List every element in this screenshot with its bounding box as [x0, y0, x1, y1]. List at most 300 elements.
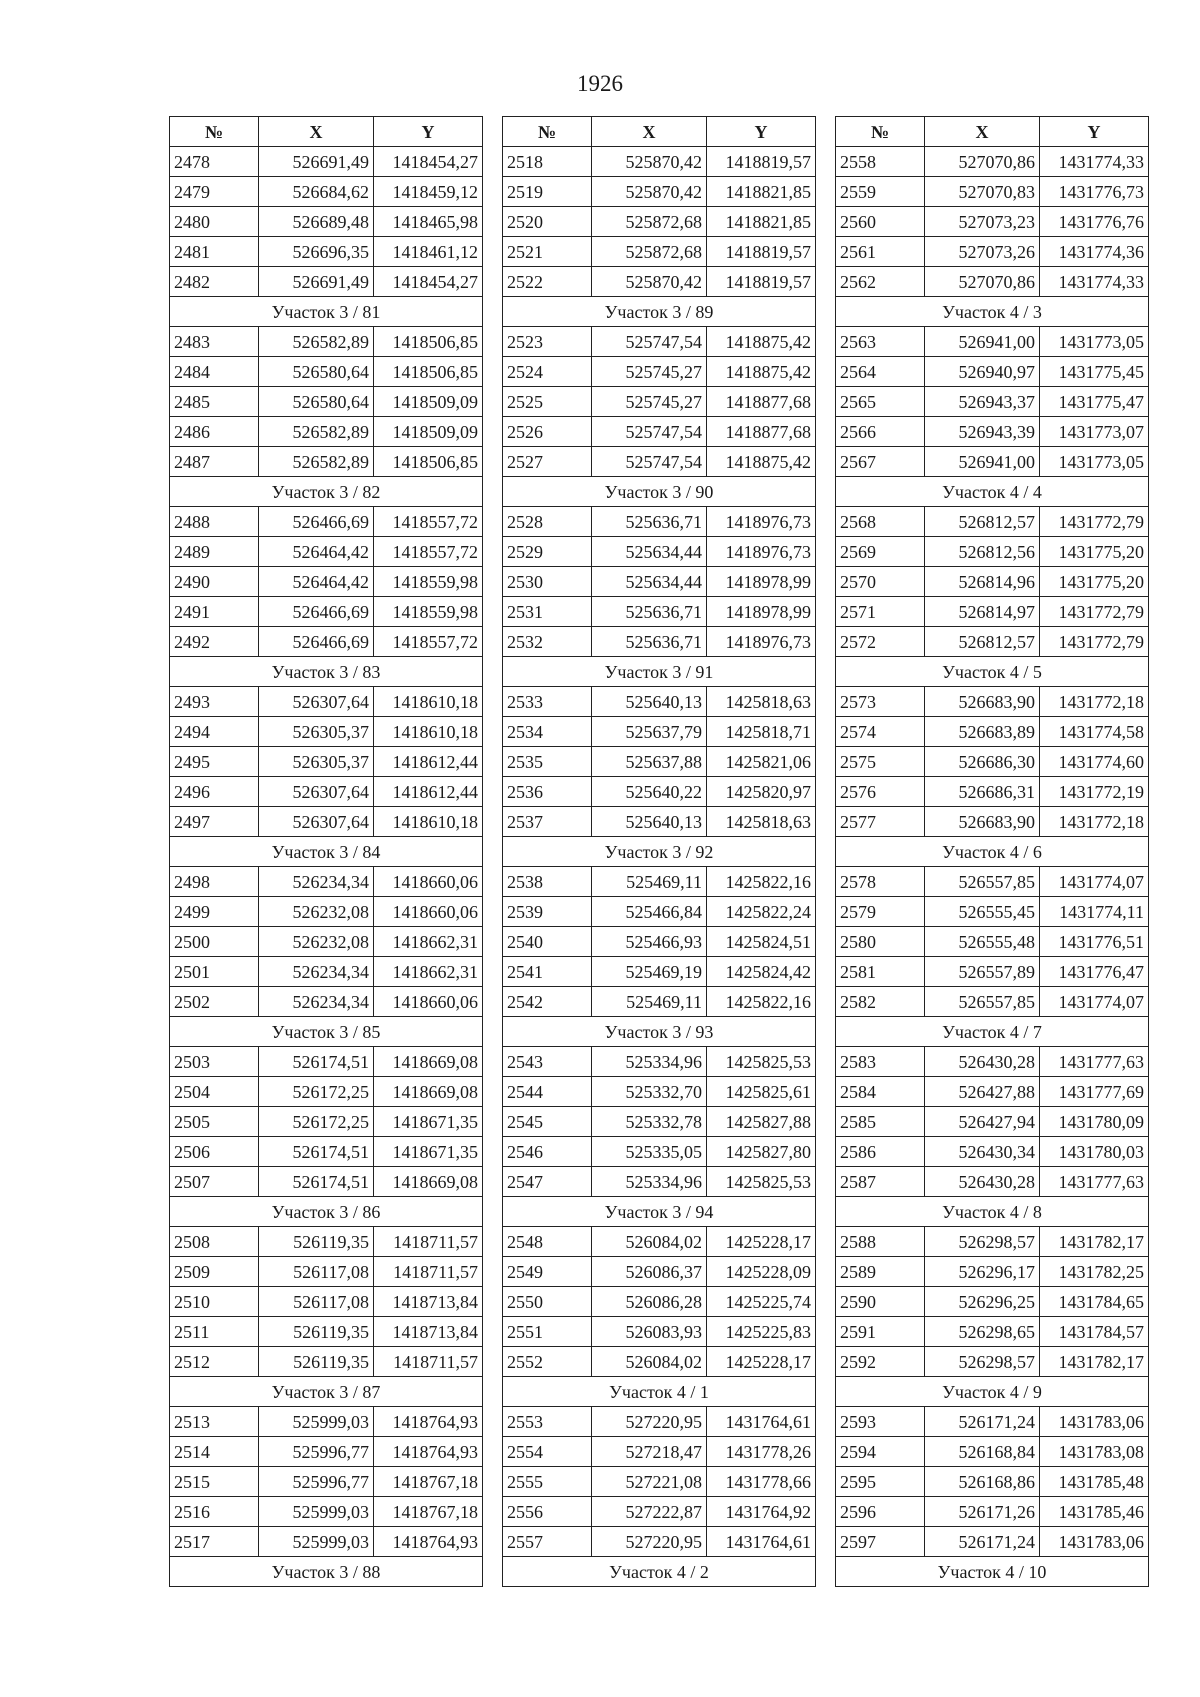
table-row: [170, 927, 483, 957]
table-row: [836, 417, 1149, 447]
x-coordinate-cell: 525637,88: [592, 747, 707, 777]
y-coordinate-cell: 1418976,73: [707, 627, 816, 657]
x-coordinate-cell: 526580,64: [259, 387, 374, 417]
table-row: [503, 687, 816, 717]
table-row: [503, 537, 816, 567]
y-coordinate-cell: 1431774,36: [1040, 237, 1149, 267]
table-row: [503, 267, 816, 297]
table-row: [503, 447, 816, 477]
x-coordinate-cell: 526171,24: [925, 1407, 1040, 1437]
point-number-cell: 2532: [503, 627, 592, 657]
x-coordinate-cell: 526684,62: [259, 177, 374, 207]
table-row: [170, 237, 483, 267]
point-number-cell: 2527: [503, 447, 592, 477]
point-number-cell: 2531: [503, 597, 592, 627]
point-number-cell: 2564: [836, 357, 925, 387]
point-number-cell: 2512: [170, 1347, 259, 1377]
y-coordinate-cell: 1418557,72: [374, 507, 483, 537]
point-number-cell: 2597: [836, 1527, 925, 1557]
point-number-cell: 2555: [503, 1467, 592, 1497]
point-number-cell: 2582: [836, 987, 925, 1017]
y-coordinate-cell: 1425824,51: [707, 927, 816, 957]
point-number-cell: 2483: [170, 327, 259, 357]
table-row: [836, 357, 1149, 387]
y-coordinate-cell: 1418669,08: [374, 1167, 483, 1197]
section-label: Участок 3 / 90: [503, 477, 816, 507]
table-row: [836, 1317, 1149, 1347]
point-number-cell: 2514: [170, 1437, 259, 1467]
x-coordinate-cell: 526812,57: [925, 507, 1040, 537]
section-label: Участок 3 / 84: [170, 837, 483, 867]
x-coordinate-cell: 526171,24: [925, 1527, 1040, 1557]
section-label: Участок 3 / 86: [170, 1197, 483, 1227]
point-number-cell: 2481: [170, 237, 259, 267]
y-coordinate-cell: 1425822,16: [707, 987, 816, 1017]
x-coordinate-cell: 526234,34: [259, 867, 374, 897]
point-number-cell: 2579: [836, 897, 925, 927]
y-coordinate-cell: 1431772,18: [1040, 807, 1149, 837]
y-coordinate-cell: 1418711,57: [374, 1227, 483, 1257]
point-number-cell: 2479: [170, 177, 259, 207]
table-row: [836, 777, 1149, 807]
table-row: [503, 207, 816, 237]
table-header-row: [170, 117, 483, 147]
table-row: [170, 207, 483, 237]
point-number-cell: 2561: [836, 237, 925, 267]
table-row: [836, 1167, 1149, 1197]
header-number: №: [836, 117, 925, 147]
y-coordinate-cell: 1431773,05: [1040, 327, 1149, 357]
table-row: [170, 417, 483, 447]
section-row: [170, 1557, 483, 1587]
table-row: [170, 717, 483, 747]
table-row: [170, 957, 483, 987]
point-number-cell: 2556: [503, 1497, 592, 1527]
table-row: [836, 237, 1149, 267]
x-coordinate-cell: 526307,64: [259, 777, 374, 807]
point-number-cell: 2519: [503, 177, 592, 207]
table-row: [836, 897, 1149, 927]
x-coordinate-cell: 526683,90: [925, 687, 1040, 717]
y-coordinate-cell: 1431764,61: [707, 1527, 816, 1557]
point-number-cell: 2569: [836, 537, 925, 567]
x-coordinate-cell: 525466,93: [592, 927, 707, 957]
y-coordinate-cell: 1431778,66: [707, 1467, 816, 1497]
y-coordinate-cell: 1418713,84: [374, 1287, 483, 1317]
x-coordinate-cell: 526168,84: [925, 1437, 1040, 1467]
table-row: [836, 447, 1149, 477]
table-row: [170, 987, 483, 1017]
table-row: [503, 987, 816, 1017]
point-number-cell: 2489: [170, 537, 259, 567]
x-coordinate-cell: 526430,28: [925, 1167, 1040, 1197]
x-coordinate-cell: 525469,19: [592, 957, 707, 987]
x-coordinate-cell: 526171,26: [925, 1497, 1040, 1527]
table-row: [503, 597, 816, 627]
table-header-row: [503, 117, 816, 147]
x-coordinate-cell: 525335,05: [592, 1137, 707, 1167]
y-coordinate-cell: 1431772,79: [1040, 597, 1149, 627]
y-coordinate-cell: 1431776,51: [1040, 927, 1149, 957]
x-coordinate-cell: 525999,03: [259, 1497, 374, 1527]
table-row: [836, 627, 1149, 657]
x-coordinate-cell: 526307,64: [259, 687, 374, 717]
table-row: [836, 1527, 1149, 1557]
table-row: [503, 1137, 816, 1167]
x-coordinate-cell: 525872,68: [592, 237, 707, 267]
table-row: [170, 1047, 483, 1077]
point-number-cell: 2523: [503, 327, 592, 357]
section-label: Участок 3 / 83: [170, 657, 483, 687]
x-coordinate-cell: 526582,89: [259, 327, 374, 357]
table-row: [170, 1407, 483, 1437]
y-coordinate-cell: 1418976,73: [707, 537, 816, 567]
y-coordinate-cell: 1431776,73: [1040, 177, 1149, 207]
x-coordinate-cell: 526580,64: [259, 357, 374, 387]
point-number-cell: 2541: [503, 957, 592, 987]
point-number-cell: 2515: [170, 1467, 259, 1497]
y-coordinate-cell: 1431784,65: [1040, 1287, 1149, 1317]
x-coordinate-cell: 526298,57: [925, 1347, 1040, 1377]
table-row: [836, 1137, 1149, 1167]
x-coordinate-cell: 525332,70: [592, 1077, 707, 1107]
y-coordinate-cell: 1431764,61: [707, 1407, 816, 1437]
table-row: [836, 1467, 1149, 1497]
section-label: Участок 4 / 4: [836, 477, 1149, 507]
x-coordinate-cell: 525870,42: [592, 177, 707, 207]
point-number-cell: 2576: [836, 777, 925, 807]
table-row: [836, 1227, 1149, 1257]
point-number-cell: 2596: [836, 1497, 925, 1527]
y-coordinate-cell: 1431783,06: [1040, 1527, 1149, 1557]
section-row: [836, 1197, 1149, 1227]
point-number-cell: 2578: [836, 867, 925, 897]
y-coordinate-cell: 1431778,26: [707, 1437, 816, 1467]
y-coordinate-cell: 1431780,03: [1040, 1137, 1149, 1167]
y-coordinate-cell: 1418671,35: [374, 1107, 483, 1137]
x-coordinate-cell: 526427,94: [925, 1107, 1040, 1137]
y-coordinate-cell: 1431776,76: [1040, 207, 1149, 237]
x-coordinate-cell: 526691,49: [259, 267, 374, 297]
table-row: [836, 1407, 1149, 1437]
y-coordinate-cell: 1418877,68: [707, 417, 816, 447]
table-row: [170, 267, 483, 297]
y-coordinate-cell: 1431774,60: [1040, 747, 1149, 777]
section-label: Участок 3 / 87: [170, 1377, 483, 1407]
y-coordinate-cell: 1425225,83: [707, 1317, 816, 1347]
x-coordinate-cell: 526943,39: [925, 417, 1040, 447]
x-coordinate-cell: 526943,37: [925, 387, 1040, 417]
x-coordinate-cell: 526119,35: [259, 1317, 374, 1347]
point-number-cell: 2530: [503, 567, 592, 597]
point-number-cell: 2536: [503, 777, 592, 807]
x-coordinate-cell: 526557,85: [925, 867, 1040, 897]
point-number-cell: 2501: [170, 957, 259, 987]
x-coordinate-cell: 526298,57: [925, 1227, 1040, 1257]
point-number-cell: 2505: [170, 1107, 259, 1137]
x-coordinate-cell: 526307,64: [259, 807, 374, 837]
table-row: [836, 1047, 1149, 1077]
point-number-cell: 2513: [170, 1407, 259, 1437]
table-row: [503, 1107, 816, 1137]
table-row: [836, 147, 1149, 177]
x-coordinate-cell: 526168,86: [925, 1467, 1040, 1497]
section-row: [170, 657, 483, 687]
x-coordinate-cell: 526117,08: [259, 1257, 374, 1287]
table-row: [836, 1257, 1149, 1287]
point-number-cell: 2566: [836, 417, 925, 447]
y-coordinate-cell: 1431783,06: [1040, 1407, 1149, 1437]
y-coordinate-cell: 1425228,09: [707, 1257, 816, 1287]
section-row: [836, 477, 1149, 507]
point-number-cell: 2537: [503, 807, 592, 837]
y-coordinate-cell: 1431775,47: [1040, 387, 1149, 417]
y-coordinate-cell: 1418506,85: [374, 447, 483, 477]
y-coordinate-cell: 1418821,85: [707, 207, 816, 237]
section-label: Участок 4 / 9: [836, 1377, 1149, 1407]
y-coordinate-cell: 1418506,85: [374, 357, 483, 387]
x-coordinate-cell: 526172,25: [259, 1107, 374, 1137]
point-number-cell: 2593: [836, 1407, 925, 1437]
table-row: [170, 687, 483, 717]
y-coordinate-cell: 1425821,06: [707, 747, 816, 777]
y-coordinate-cell: 1418509,09: [374, 387, 483, 417]
point-number-cell: 2478: [170, 147, 259, 177]
section-row: [503, 1197, 816, 1227]
x-coordinate-cell: 526812,57: [925, 627, 1040, 657]
x-coordinate-cell: 527073,23: [925, 207, 1040, 237]
x-coordinate-cell: 526232,08: [259, 927, 374, 957]
x-coordinate-cell: 527070,83: [925, 177, 1040, 207]
y-coordinate-cell: 1425820,97: [707, 777, 816, 807]
x-coordinate-cell: 526814,96: [925, 567, 1040, 597]
section-label: Участок 4 / 10: [836, 1557, 1149, 1587]
point-number-cell: 2535: [503, 747, 592, 777]
y-coordinate-cell: 1418557,72: [374, 627, 483, 657]
point-number-cell: 2486: [170, 417, 259, 447]
section-label: Участок 3 / 91: [503, 657, 816, 687]
point-number-cell: 2516: [170, 1497, 259, 1527]
x-coordinate-cell: 525996,77: [259, 1437, 374, 1467]
x-coordinate-cell: 527070,86: [925, 147, 1040, 177]
table-row: [503, 177, 816, 207]
point-number-cell: 2490: [170, 567, 259, 597]
table-row: [503, 507, 816, 537]
x-coordinate-cell: 526812,56: [925, 537, 1040, 567]
y-coordinate-cell: 1418711,57: [374, 1257, 483, 1287]
y-coordinate-cell: 1431772,19: [1040, 777, 1149, 807]
x-coordinate-cell: 525466,84: [592, 897, 707, 927]
point-number-cell: 2520: [503, 207, 592, 237]
x-coordinate-cell: 525637,79: [592, 717, 707, 747]
x-coordinate-cell: 525996,77: [259, 1467, 374, 1497]
y-coordinate-cell: 1418459,12: [374, 177, 483, 207]
point-number-cell: 2594: [836, 1437, 925, 1467]
x-coordinate-cell: 526084,02: [592, 1227, 707, 1257]
section-label: Участок 4 / 8: [836, 1197, 1149, 1227]
point-number-cell: 2562: [836, 267, 925, 297]
point-number-cell: 2557: [503, 1527, 592, 1557]
table-row: [170, 447, 483, 477]
table-row: [503, 627, 816, 657]
table-row: [170, 1257, 483, 1287]
x-coordinate-cell: 526466,69: [259, 627, 374, 657]
y-coordinate-cell: 1418662,31: [374, 927, 483, 957]
point-number-cell: 2544: [503, 1077, 592, 1107]
point-number-cell: 2524: [503, 357, 592, 387]
table-row: [170, 1527, 483, 1557]
x-coordinate-cell: 525999,03: [259, 1407, 374, 1437]
x-coordinate-cell: 526466,69: [259, 507, 374, 537]
point-number-cell: 2560: [836, 207, 925, 237]
x-coordinate-cell: 526430,28: [925, 1047, 1040, 1077]
table-row: [503, 1347, 816, 1377]
point-number-cell: 2588: [836, 1227, 925, 1257]
x-coordinate-cell: 526696,35: [259, 237, 374, 267]
x-coordinate-cell: 526466,69: [259, 597, 374, 627]
table-row: [503, 1227, 816, 1257]
table-row: [836, 597, 1149, 627]
point-number-cell: 2565: [836, 387, 925, 417]
table-row: [503, 717, 816, 747]
section-row: [503, 1377, 816, 1407]
y-coordinate-cell: 1431774,33: [1040, 147, 1149, 177]
y-coordinate-cell: 1431776,47: [1040, 957, 1149, 987]
header-x: X: [925, 117, 1040, 147]
y-coordinate-cell: 1431785,46: [1040, 1497, 1149, 1527]
point-number-cell: 2500: [170, 927, 259, 957]
point-number-cell: 2542: [503, 987, 592, 1017]
point-number-cell: 2518: [503, 147, 592, 177]
point-number-cell: 2494: [170, 717, 259, 747]
y-coordinate-cell: 1431782,17: [1040, 1227, 1149, 1257]
x-coordinate-cell: 526557,89: [925, 957, 1040, 987]
header-y: Y: [374, 117, 483, 147]
table-header-row: [836, 117, 1149, 147]
y-coordinate-cell: 1431785,48: [1040, 1467, 1149, 1497]
x-coordinate-cell: 526427,88: [925, 1077, 1040, 1107]
y-coordinate-cell: 1431773,07: [1040, 417, 1149, 447]
x-coordinate-cell: 526086,37: [592, 1257, 707, 1287]
y-coordinate-cell: 1418978,99: [707, 597, 816, 627]
x-coordinate-cell: 525640,13: [592, 807, 707, 837]
table-row: [836, 1497, 1149, 1527]
x-coordinate-cell: 527073,26: [925, 237, 1040, 267]
point-number-cell: 2484: [170, 357, 259, 387]
y-coordinate-cell: 1418764,93: [374, 1527, 483, 1557]
x-coordinate-cell: 526582,89: [259, 447, 374, 477]
section-row: [170, 297, 483, 327]
y-coordinate-cell: 1418711,57: [374, 1347, 483, 1377]
table-row: [836, 1437, 1149, 1467]
point-number-cell: 2499: [170, 897, 259, 927]
section-label: Участок 3 / 94: [503, 1197, 816, 1227]
table-row: [836, 1077, 1149, 1107]
section-row: [503, 657, 816, 687]
table-row: [503, 807, 816, 837]
y-coordinate-cell: 1425818,63: [707, 807, 816, 837]
section-row: [836, 1557, 1149, 1587]
point-number-cell: 2572: [836, 627, 925, 657]
point-number-cell: 2529: [503, 537, 592, 567]
table-row: [170, 507, 483, 537]
table-row: [503, 1047, 816, 1077]
point-number-cell: 2550: [503, 1287, 592, 1317]
x-coordinate-cell: 526555,45: [925, 897, 1040, 927]
y-coordinate-cell: 1418669,08: [374, 1047, 483, 1077]
point-number-cell: 2496: [170, 777, 259, 807]
point-number-cell: 2538: [503, 867, 592, 897]
table-row: [170, 387, 483, 417]
table-row: [836, 1287, 1149, 1317]
table-row: [170, 567, 483, 597]
point-number-cell: 2485: [170, 387, 259, 417]
point-number-cell: 2563: [836, 327, 925, 357]
table-row: [836, 207, 1149, 237]
section-row: [170, 477, 483, 507]
table-row: [170, 747, 483, 777]
x-coordinate-cell: 526305,37: [259, 717, 374, 747]
table-row: [503, 777, 816, 807]
section-row: [503, 837, 816, 867]
x-coordinate-cell: 525747,54: [592, 327, 707, 357]
point-number-cell: 2589: [836, 1257, 925, 1287]
y-coordinate-cell: 1431774,11: [1040, 897, 1149, 927]
table-row: [170, 807, 483, 837]
y-coordinate-cell: 1431784,57: [1040, 1317, 1149, 1347]
section-row: [836, 1377, 1149, 1407]
table-row: [836, 537, 1149, 567]
y-coordinate-cell: 1431773,05: [1040, 447, 1149, 477]
table-row: [170, 1347, 483, 1377]
x-coordinate-cell: 526174,51: [259, 1137, 374, 1167]
point-number-cell: 2510: [170, 1287, 259, 1317]
y-coordinate-cell: 1425818,63: [707, 687, 816, 717]
x-coordinate-cell: 526940,97: [925, 357, 1040, 387]
point-number-cell: 2534: [503, 717, 592, 747]
x-coordinate-cell: 525636,71: [592, 507, 707, 537]
header-y: Y: [1040, 117, 1149, 147]
y-coordinate-cell: 1431764,92: [707, 1497, 816, 1527]
table-row: [836, 1347, 1149, 1377]
x-coordinate-cell: 526296,17: [925, 1257, 1040, 1287]
point-number-cell: 2508: [170, 1227, 259, 1257]
point-number-cell: 2546: [503, 1137, 592, 1167]
table-row: [836, 957, 1149, 987]
x-coordinate-cell: 525334,96: [592, 1047, 707, 1077]
section-label: Участок 4 / 5: [836, 657, 1149, 687]
x-coordinate-cell: 526683,89: [925, 717, 1040, 747]
y-coordinate-cell: 1431774,07: [1040, 987, 1149, 1017]
point-number-cell: 2543: [503, 1047, 592, 1077]
table-row: [170, 867, 483, 897]
x-coordinate-cell: 526084,02: [592, 1347, 707, 1377]
x-coordinate-cell: 526117,08: [259, 1287, 374, 1317]
header-number: №: [170, 117, 259, 147]
y-coordinate-cell: 1418506,85: [374, 327, 483, 357]
y-coordinate-cell: 1431775,45: [1040, 357, 1149, 387]
point-number-cell: 2580: [836, 927, 925, 957]
x-coordinate-cell: 526234,34: [259, 957, 374, 987]
section-row: [836, 297, 1149, 327]
table-row: [503, 1407, 816, 1437]
table-row: [170, 897, 483, 927]
section-label: Участок 4 / 6: [836, 837, 1149, 867]
x-coordinate-cell: 525469,11: [592, 987, 707, 1017]
x-coordinate-cell: 525745,27: [592, 387, 707, 417]
point-number-cell: 2482: [170, 267, 259, 297]
coordinate-table-2: [502, 116, 816, 1587]
